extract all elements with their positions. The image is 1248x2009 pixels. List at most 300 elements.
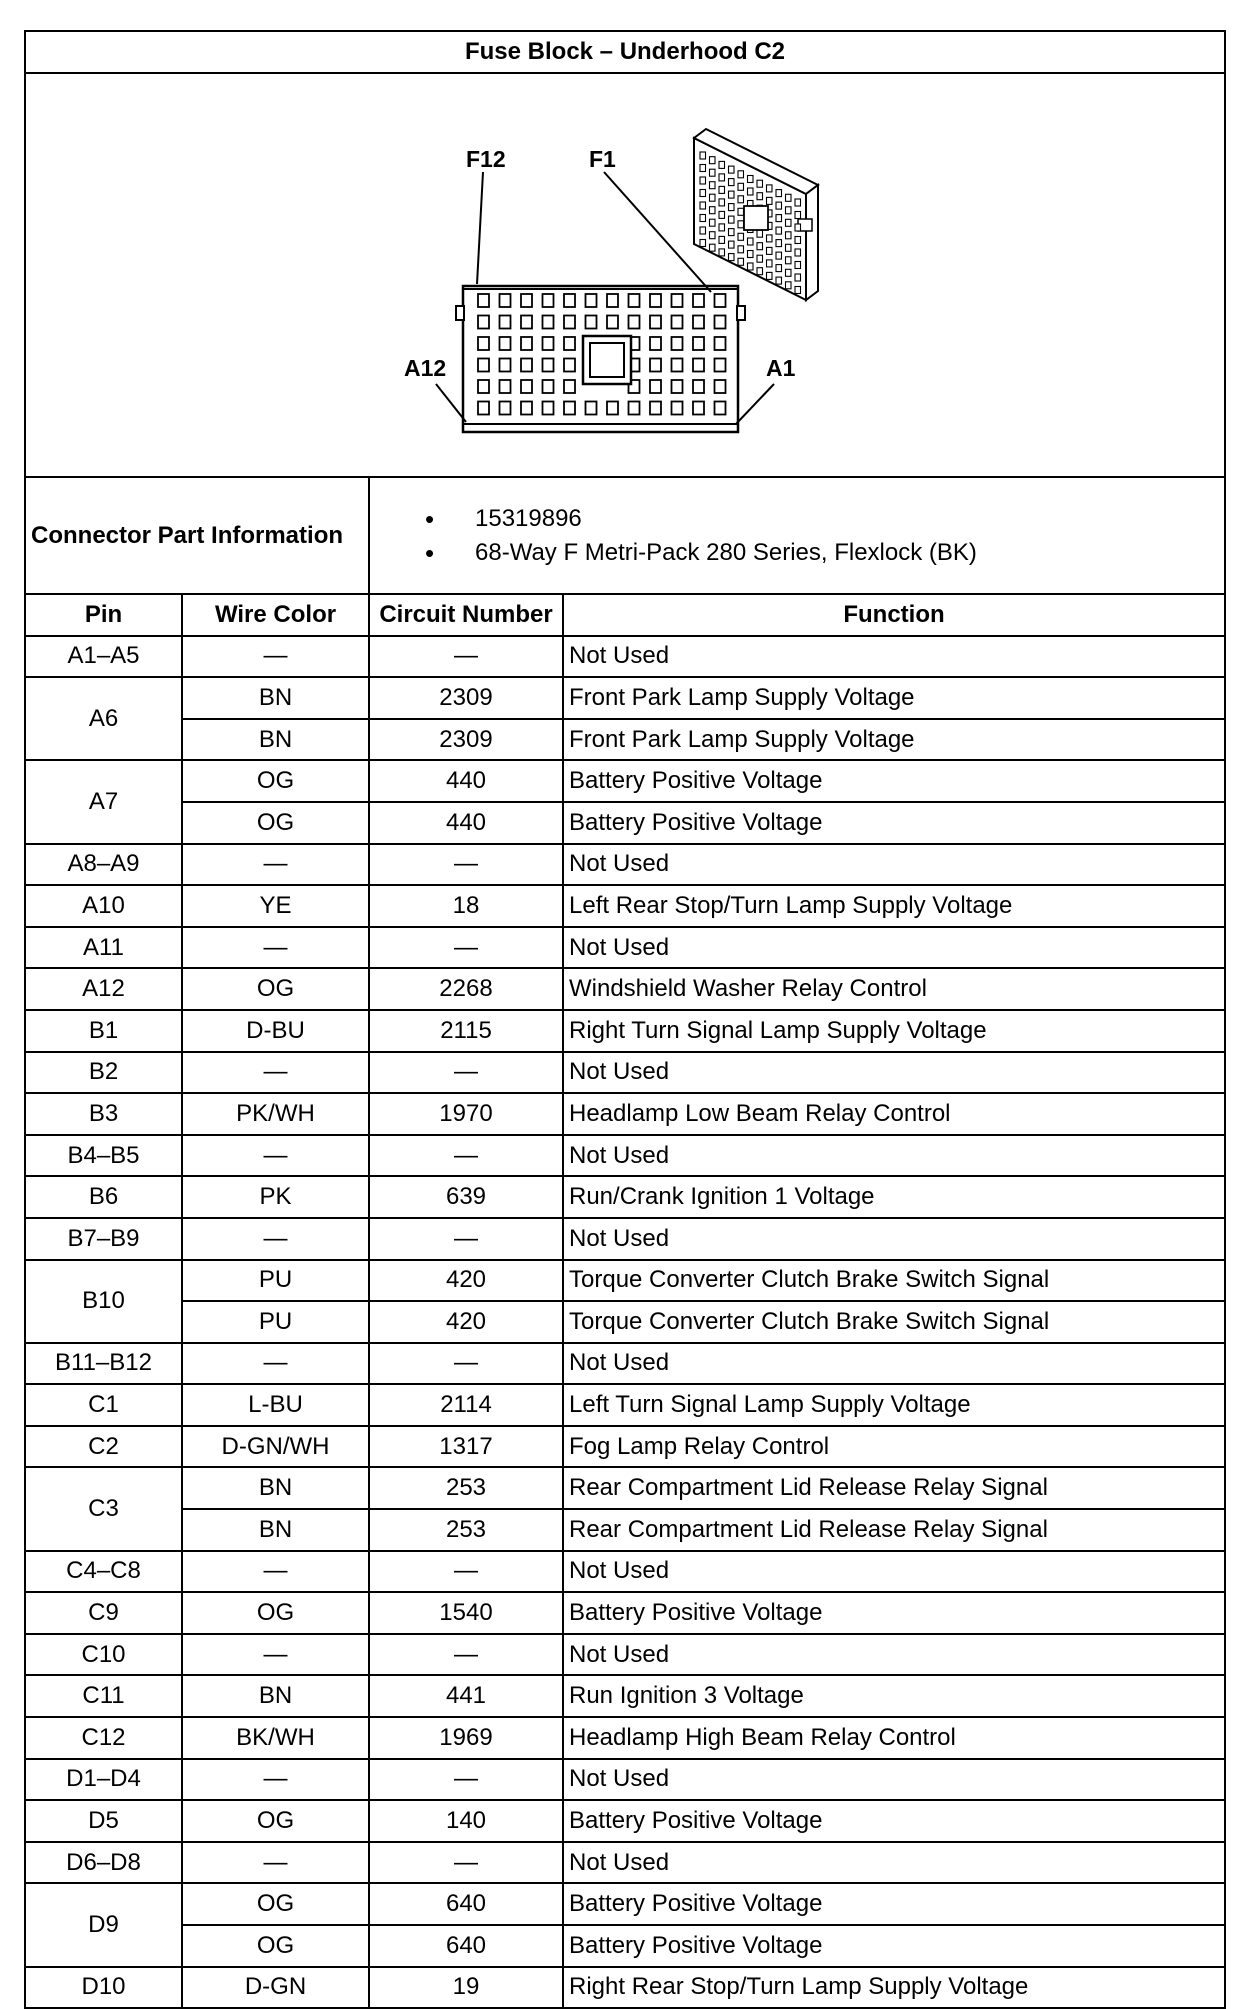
pin-cell: D6–D8 (25, 1842, 182, 1884)
circuit-cell: 19 (369, 1967, 563, 2009)
table-row (25, 1759, 1225, 1801)
iso-cavity (748, 188, 754, 195)
iso-cavity (757, 180, 763, 187)
iso-cavity (795, 237, 801, 244)
iso-cavity (719, 186, 725, 193)
function-cell: Rear Compartment Lid Release Relay Signal (563, 1509, 1225, 1551)
wire-color-cell: PK/WH (182, 1093, 369, 1135)
wire-color-cell: PU (182, 1260, 369, 1302)
terminal-cavity (650, 337, 661, 350)
col-header-wire-color: Wire Color (182, 594, 369, 636)
iso-cavity (738, 221, 744, 228)
function-cell: Torque Converter Clutch Brake Switch Signal (563, 1301, 1225, 1343)
terminal-cavity (564, 359, 575, 372)
iso-cavity (795, 224, 801, 231)
connector-isometric-view (694, 129, 818, 300)
part-info-values (369, 477, 1225, 594)
table-row (25, 927, 1225, 969)
pin-cell: A12 (25, 968, 182, 1010)
circuit-cell: — (369, 1218, 563, 1260)
function-cell: Windshield Washer Relay Control (563, 968, 1225, 1010)
function-cell: Right Rear Stop/Turn Lamp Supply Voltage (563, 1967, 1225, 2009)
circuit-cell: 2309 (369, 719, 563, 761)
terminal-cavity (543, 380, 554, 393)
function-cell: Right Turn Signal Lamp Supply Voltage (563, 1010, 1225, 1052)
center-bolt-hole (590, 343, 624, 377)
iso-cavity (719, 199, 725, 206)
table-row (25, 885, 1225, 927)
iso-cavity (700, 215, 706, 222)
iso-cavity (795, 262, 801, 269)
pin-cell: B1 (25, 1010, 182, 1052)
function-cell: Headlamp Low Beam Relay Control (563, 1093, 1225, 1135)
terminal-cavity (500, 402, 511, 415)
pin-cell: B2 (25, 1052, 182, 1094)
circuit-cell: — (369, 1135, 563, 1177)
iso-cavity (748, 251, 754, 258)
pin-cell: C10 (25, 1634, 182, 1676)
iso-cavity (710, 219, 716, 226)
wire-color-cell: D-BU (182, 1010, 369, 1052)
iso-cavity (700, 202, 706, 209)
wire-color-cell: — (182, 1842, 369, 1884)
iso-cavity (710, 182, 716, 189)
table-row (25, 802, 1225, 844)
iso-cavity (767, 235, 773, 242)
terminal-cavity (500, 294, 511, 307)
table-row (25, 968, 1225, 1010)
iso-cavity (776, 227, 782, 234)
table-row (25, 1343, 1225, 1385)
iso-cavity (748, 263, 754, 270)
iso-cavity (729, 204, 735, 211)
function-cell: Battery Positive Voltage (563, 802, 1225, 844)
terminal-cavity (629, 294, 640, 307)
circuit-cell: 253 (369, 1467, 563, 1509)
circuit-cell: 441 (369, 1675, 563, 1717)
latch-left (456, 306, 464, 320)
circuit-cell: 2309 (369, 677, 563, 719)
table-row (25, 1675, 1225, 1717)
function-cell: Run/Crank Ignition 1 Voltage (563, 1176, 1225, 1218)
terminal-cavity (607, 316, 618, 329)
terminal-cavity (693, 359, 704, 372)
function-cell: Not Used (563, 844, 1225, 886)
wire-color-cell: BN (182, 677, 369, 719)
function-cell: Not Used (563, 1135, 1225, 1177)
circuit-cell: — (369, 1052, 563, 1094)
wire-color-cell: — (182, 1551, 369, 1593)
terminal-cavity (715, 380, 726, 393)
table-title: Fuse Block – Underhood C2 (25, 31, 1225, 73)
iso-cavity (710, 207, 716, 214)
terminal-cavity (543, 359, 554, 372)
circuit-cell: 140 (369, 1800, 563, 1842)
circuit-cell: — (369, 1842, 563, 1884)
iso-cavity (700, 240, 706, 247)
terminal-cavity (478, 294, 489, 307)
circuit-cell: — (369, 1551, 563, 1593)
terminal-cavity (672, 402, 683, 415)
pin-cell: C4–C8 (25, 1551, 182, 1593)
circuit-cell: 2115 (369, 1010, 563, 1052)
iso-cavity (719, 236, 725, 243)
table-row (25, 677, 1225, 719)
terminal-cavity (521, 402, 532, 415)
iso-cavity (767, 185, 773, 192)
terminal-cavity (672, 337, 683, 350)
pin-cell: C9 (25, 1592, 182, 1634)
pin-cell: A7 (25, 760, 182, 843)
terminal-cavity (672, 294, 683, 307)
iso-cavity (786, 207, 792, 214)
terminal-cavity (564, 402, 575, 415)
iso-cavity (729, 241, 735, 248)
function-cell: Front Park Lamp Supply Voltage (563, 677, 1225, 719)
connector-sheet (24, 30, 1224, 2009)
wire-color-cell: BN (182, 1509, 369, 1551)
terminal-cavity (586, 402, 597, 415)
terminal-cavity (629, 316, 640, 329)
iso-cavity (786, 244, 792, 251)
label-f1: F1 (589, 146, 616, 172)
circuit-cell: 639 (369, 1176, 563, 1218)
function-cell: Battery Positive Voltage (563, 1592, 1225, 1634)
label-a12: A12 (404, 355, 447, 381)
terminal-cavity (543, 402, 554, 415)
circuit-cell: 1540 (369, 1592, 563, 1634)
iso-cavity (738, 258, 744, 265)
iso-cavity (786, 269, 792, 276)
iso-cavity (738, 196, 744, 203)
wire-color-cell: OG (182, 1800, 369, 1842)
iso-cavity (757, 193, 763, 200)
circuit-cell: 2268 (369, 968, 563, 1010)
pin-cell: A1–A5 (25, 636, 182, 678)
iso-cavity (786, 219, 792, 226)
iso-cavity (729, 216, 735, 223)
circuit-cell: 1317 (369, 1426, 563, 1468)
iso-cavity (738, 246, 744, 253)
circuit-cell: — (369, 844, 563, 886)
pin-cell: A11 (25, 927, 182, 969)
iso-cavity (700, 177, 706, 184)
terminal-cavity (478, 402, 489, 415)
function-cell: Not Used (563, 1842, 1225, 1884)
wire-color-cell: — (182, 1052, 369, 1094)
terminal-cavity (543, 337, 554, 350)
iso-cavity (786, 232, 792, 239)
terminal-cavity (693, 402, 704, 415)
pin-cell: D5 (25, 1800, 182, 1842)
pin-cell: A10 (25, 885, 182, 927)
leader-a12 (436, 384, 466, 422)
table-row (25, 636, 1225, 678)
iso-cavity (719, 249, 725, 256)
pin-cell: D1–D4 (25, 1759, 182, 1801)
table-row (25, 1883, 1225, 1925)
table-row (25, 1176, 1225, 1218)
leader-a1 (736, 384, 774, 424)
circuit-cell: — (369, 927, 563, 969)
iso-cavity (786, 257, 792, 264)
iso-cavity (776, 240, 782, 247)
pin-cell: B7–B9 (25, 1218, 182, 1260)
function-cell: Front Park Lamp Supply Voltage (563, 719, 1225, 761)
iso-cavity (710, 244, 716, 251)
terminal-cavity (693, 316, 704, 329)
iso-cavity (729, 254, 735, 261)
wire-color-cell: L-BU (182, 1384, 369, 1426)
terminal-cavity (521, 380, 532, 393)
iso-cavity (738, 208, 744, 215)
iso-cavity (729, 229, 735, 236)
function-cell: Run Ignition 3 Voltage (563, 1675, 1225, 1717)
terminal-cavity (586, 294, 597, 307)
iso-cavity (719, 211, 725, 218)
table-row (25, 1010, 1225, 1052)
iso-cavity (700, 165, 706, 172)
function-cell: Torque Converter Clutch Brake Switch Signal (563, 1260, 1225, 1302)
part-number: • 15319896 (425, 502, 1224, 536)
wire-color-cell: BK/WH (182, 1717, 369, 1759)
terminal-cavity (650, 316, 661, 329)
table-row (25, 1509, 1225, 1551)
wire-color-cell: PU (182, 1301, 369, 1343)
iso-cavity (757, 243, 763, 250)
col-header-pin: Pin (25, 594, 182, 636)
iso-cavity (729, 179, 735, 186)
terminal-cavity (693, 380, 704, 393)
header-row (25, 594, 1225, 636)
terminal-cavity (564, 380, 575, 393)
pin-cell: B6 (25, 1176, 182, 1218)
wire-color-cell: BN (182, 1467, 369, 1509)
pin-cell: C11 (25, 1675, 182, 1717)
table-row (25, 1135, 1225, 1177)
col-header-circuit: Circuit Number (369, 594, 563, 636)
terminal-cavity (478, 316, 489, 329)
iso-cavity (767, 272, 773, 279)
terminal-cavity (672, 359, 683, 372)
wire-color-cell: — (182, 1759, 369, 1801)
connector-front-view (456, 286, 745, 432)
terminal-cavity (564, 316, 575, 329)
circuit-cell: 440 (369, 802, 563, 844)
iso-cavity (700, 152, 706, 159)
iso-cavity (748, 176, 754, 183)
function-cell: Not Used (563, 1634, 1225, 1676)
terminal-cavity (715, 337, 726, 350)
terminal-cavity (564, 294, 575, 307)
circuit-cell: 1970 (369, 1093, 563, 1135)
pin-cell: B11–B12 (25, 1343, 182, 1385)
terminal-cavity (693, 294, 704, 307)
table-row (25, 1925, 1225, 1967)
table-row (25, 1260, 1225, 1302)
terminal-cavity (500, 380, 511, 393)
terminal-cavity (672, 380, 683, 393)
terminal-cavity (715, 359, 726, 372)
iso-cavity (738, 233, 744, 240)
iso-cavity (776, 265, 782, 272)
wire-color-cell: — (182, 927, 369, 969)
pin-cell: C1 (25, 1384, 182, 1426)
pin-cell: C12 (25, 1717, 182, 1759)
terminal-cavity (715, 402, 726, 415)
function-cell: Battery Positive Voltage (563, 1800, 1225, 1842)
circuit-cell: 2114 (369, 1384, 563, 1426)
col-header-function: Function (563, 594, 1225, 636)
terminal-cavity (586, 316, 597, 329)
iso-cavity (757, 268, 763, 275)
table-row (25, 844, 1225, 886)
table-row (25, 1467, 1225, 1509)
pin-cell: C3 (25, 1467, 182, 1550)
iso-cavity (786, 282, 792, 289)
function-cell: Headlamp High Beam Relay Control (563, 1717, 1225, 1759)
table-row (25, 1634, 1225, 1676)
iso-cavity (748, 238, 754, 245)
wire-color-cell: BN (182, 1675, 369, 1717)
function-cell: Left Turn Signal Lamp Supply Voltage (563, 1384, 1225, 1426)
iso-cavity (738, 183, 744, 190)
function-cell: Battery Positive Voltage (563, 1925, 1225, 1967)
table-row (25, 760, 1225, 802)
function-cell: Not Used (563, 636, 1225, 678)
iso-cavity (786, 194, 792, 201)
wire-color-cell: D-GN/WH (182, 1426, 369, 1468)
wire-color-cell: OG (182, 1592, 369, 1634)
wire-color-cell: OG (182, 1925, 369, 1967)
table-row (25, 1717, 1225, 1759)
table-row (25, 1301, 1225, 1343)
wire-color-cell: — (182, 1343, 369, 1385)
circuit-cell: — (369, 1759, 563, 1801)
pin-cell: D10 (25, 1967, 182, 2009)
iso-center-bolt (744, 206, 768, 230)
terminal-cavity (478, 380, 489, 393)
latch-right (737, 306, 745, 320)
function-cell: Fog Lamp Relay Control (563, 1426, 1225, 1468)
table-row (25, 1592, 1225, 1634)
function-cell: Battery Positive Voltage (563, 760, 1225, 802)
function-cell: Not Used (563, 927, 1225, 969)
iso-cavity (710, 157, 716, 164)
table-row (25, 1093, 1225, 1135)
terminal-cavity (650, 294, 661, 307)
wire-color-cell: OG (182, 968, 369, 1010)
terminal-cavity (650, 359, 661, 372)
iso-cavity (757, 230, 763, 237)
iso-side (806, 185, 818, 300)
function-cell: Not Used (563, 1052, 1225, 1094)
iso-cavity (795, 212, 801, 219)
circuit-cell: 18 (369, 885, 563, 927)
terminal-cavity (478, 337, 489, 350)
terminal-cavity (564, 337, 575, 350)
iso-cavity (795, 249, 801, 256)
iso-cavity (710, 194, 716, 201)
wire-color-cell: — (182, 844, 369, 886)
wire-color-cell: YE (182, 885, 369, 927)
wire-color-cell: — (182, 636, 369, 678)
table-row (25, 1052, 1225, 1094)
wire-color-cell: OG (182, 802, 369, 844)
pin-cell: B4–B5 (25, 1135, 182, 1177)
iso-cavity (710, 232, 716, 239)
label-a1: A1 (766, 355, 796, 381)
iso-cavity (738, 171, 744, 178)
terminal-cavity (543, 316, 554, 329)
circuit-cell: 420 (369, 1301, 563, 1343)
function-cell: Not Used (563, 1759, 1225, 1801)
iso-cavity (700, 190, 706, 197)
terminal-cavity (543, 294, 554, 307)
wire-color-cell: OG (182, 1883, 369, 1925)
terminal-cavity (521, 316, 532, 329)
iso-cavity (776, 190, 782, 197)
function-cell: Not Used (563, 1551, 1225, 1593)
iso-cavity (729, 166, 735, 173)
iso-cavity (776, 215, 782, 222)
terminal-cavity (715, 316, 726, 329)
wire-color-cell: D-GN (182, 1967, 369, 2009)
iso-cavity (795, 199, 801, 206)
circuit-cell: 420 (369, 1260, 563, 1302)
iso-cavity (767, 260, 773, 267)
terminal-cavity (500, 316, 511, 329)
circuit-cell: — (369, 636, 563, 678)
pin-cell: A8–A9 (25, 844, 182, 886)
terminal-cavity (521, 337, 532, 350)
table-row (25, 1384, 1225, 1426)
part-info-list (370, 502, 1224, 570)
wire-color-cell: BN (182, 719, 369, 761)
table-row (25, 1842, 1225, 1884)
wire-color-cell: — (182, 1634, 369, 1676)
iso-cavity (767, 197, 773, 204)
function-cell: Rear Compartment Lid Release Relay Signal (563, 1467, 1225, 1509)
terminal-cavity (715, 294, 726, 307)
iso-cavity (776, 202, 782, 209)
terminal-cavity (607, 402, 618, 415)
pin-cell: B3 (25, 1093, 182, 1135)
function-cell: Not Used (563, 1343, 1225, 1385)
iso-cavity (719, 224, 725, 231)
pin-cell: D9 (25, 1883, 182, 1966)
function-cell: Not Used (563, 1218, 1225, 1260)
terminal-cavity (500, 337, 511, 350)
label-f12: F12 (466, 146, 506, 172)
table-row (25, 1967, 1225, 2009)
circuit-cell: 640 (369, 1883, 563, 1925)
iso-cavity (776, 252, 782, 259)
leader-f12 (477, 172, 483, 284)
wire-color-cell: PK (182, 1176, 369, 1218)
iso-cavity (757, 255, 763, 262)
table-row (25, 719, 1225, 761)
part-info-label: Connector Part Information (25, 477, 369, 594)
circuit-cell: 440 (369, 760, 563, 802)
iso-cavity (795, 274, 801, 281)
pin-cell: C2 (25, 1426, 182, 1468)
iso-cavity (719, 161, 725, 168)
wire-color-cell: — (182, 1135, 369, 1177)
connector-table (24, 30, 1226, 2009)
terminal-cavity (650, 380, 661, 393)
iso-cavity (776, 277, 782, 284)
